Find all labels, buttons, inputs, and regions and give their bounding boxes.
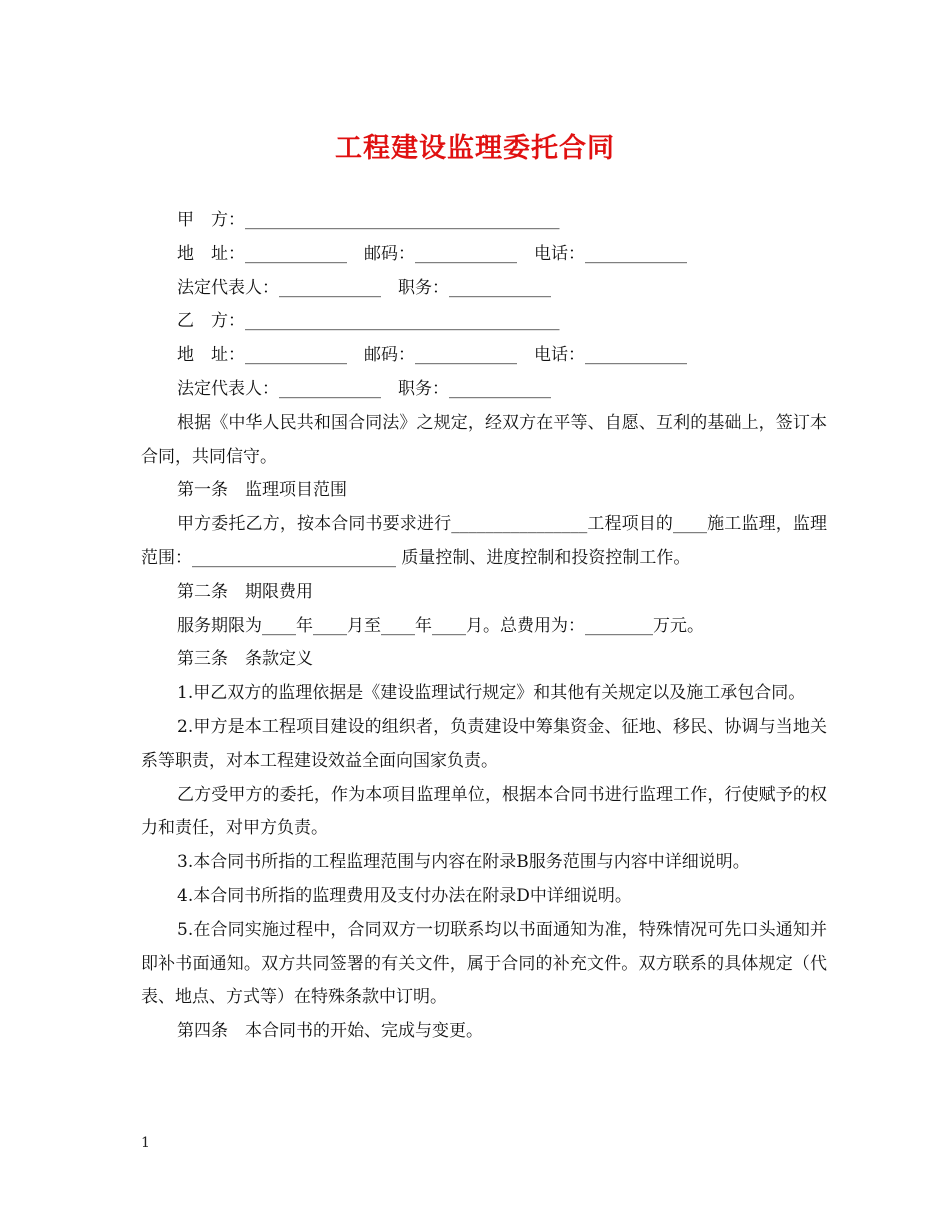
article-3-clause-3: 3.本合同书所指的工程监理范围与内容在附录B服务范围与内容中详细说明。 <box>177 852 750 873</box>
article-1-body: 甲方委托乙方，按本合同书要求进行________________工程项目的____施工监理，监理范围：________________________ 质量控制、进度控制和投资控制工作。 <box>141 514 827 568</box>
party-b-contact-line: 地 址：____________ 邮码：____________ 电话：____________ <box>177 345 687 366</box>
article-3-clause-1: 1.甲乙双方的监理依据是《建设监理试行规定》和其他有关规定以及施工承包合同。 <box>177 683 806 704</box>
party-b-representative-line: 法定代表人：____________ 职务：____________ <box>177 378 551 399</box>
article-3-clause-5: 5.在合同实施过程中，合同双方一切联系均以书面通知为准，特殊情况可先口头通知并即补书面通知。双方共同签署的有关文件，属于合同的补充文件。双方联系的具体规定（代表、地点、方式等）在特殊条款中订明。 <box>141 919 827 1008</box>
party-a-representative-line: 法定代表人：____________ 职务：____________ <box>177 277 551 298</box>
article-3-clause-4: 4.本合同书所指的监理费用及支付办法在附录D中详细说明。 <box>177 885 632 906</box>
party-a-contact-line: 地 址：____________ 邮码：____________ 电话：____________ <box>177 243 687 264</box>
document-body <box>141 204 827 1049</box>
document-title: 工程建设监理委托合同 <box>335 133 615 164</box>
article-4-heading: 第四条 本合同书的开始、完成与变更。 <box>177 1021 483 1042</box>
article-2-body: 服务期限为____年____月至____年____月。总费用为：________万元。 <box>177 615 704 636</box>
party-b-line: 乙 方：_____________________________________ <box>177 311 560 332</box>
article-3-heading: 第三条 条款定义 <box>177 649 313 670</box>
article-2-heading: 第二条 期限费用 <box>177 581 313 602</box>
party-a-line: 甲 方：_____________________________________ <box>177 210 560 230</box>
article-1-heading: 第一条 监理项目范围 <box>177 480 347 501</box>
page-number: 1 <box>141 1135 150 1151</box>
article-3-clause-2: 2.甲方是本工程项目建设的组织者，负责建设中筹集资金、征地、移民、协调与当地关系等职责，对本工程建设效益全面向国家负责。 <box>141 716 827 771</box>
preamble-paragraph: 根据《中华人民共和国合同法》之规定，经双方在平等、自愿、互利的基础上，签订本合同，共同信守。 <box>141 412 827 467</box>
article-3-clause-2-continued: 乙方受甲方的委托，作为本项目监理单位，根据本合同书进行监理工作，行使赋予的权力和责任，对甲方负责。 <box>141 784 827 839</box>
